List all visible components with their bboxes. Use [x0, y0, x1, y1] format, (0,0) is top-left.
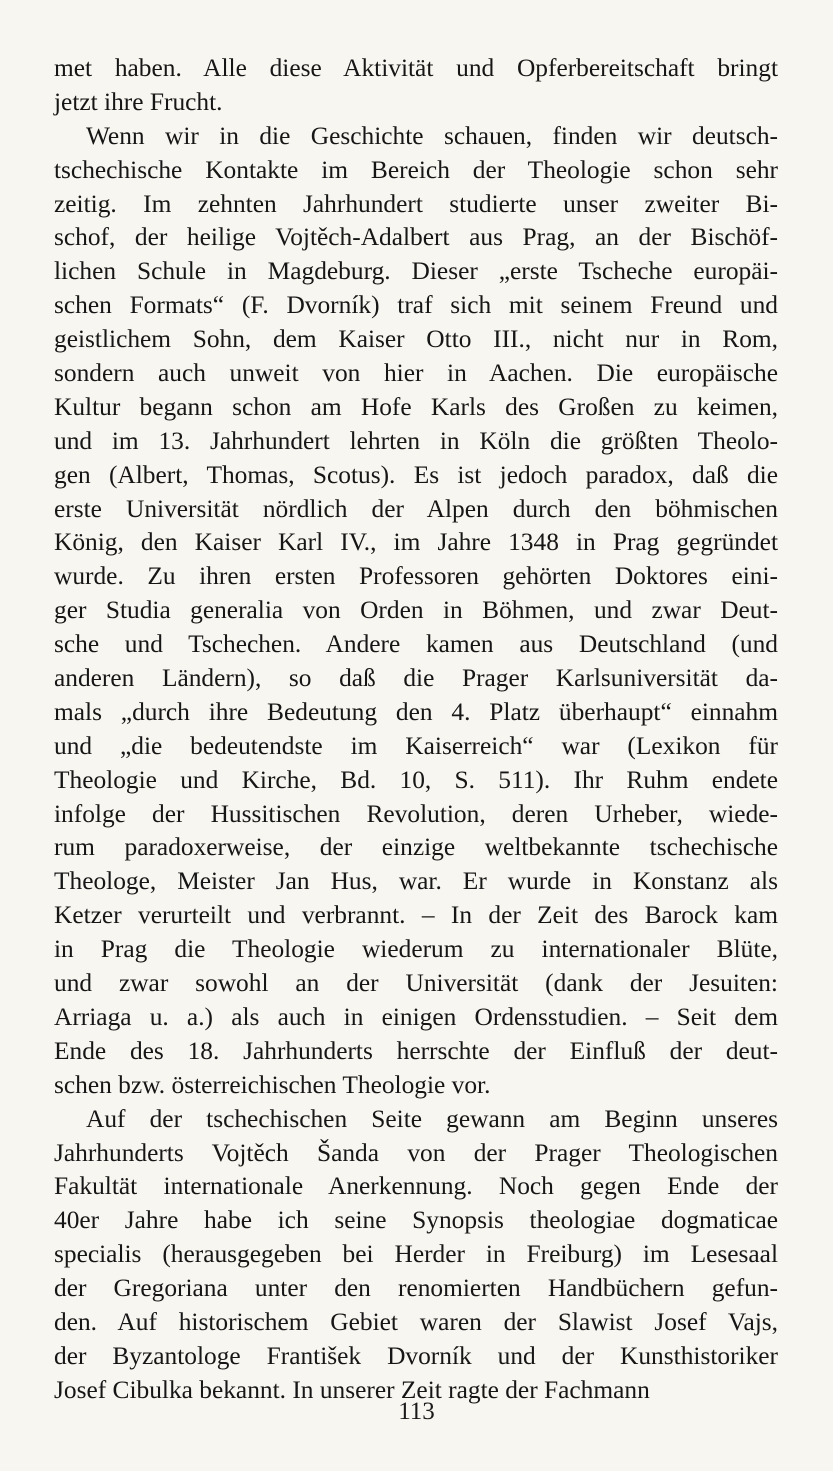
text-line: und im 13. Jahrhundert lehrten in Köln die größten Theolo- — [54, 426, 778, 455]
text-line: Jahrhunderts Vojtěch Šanda von der Prager Theologischen — [54, 1138, 778, 1167]
text-line: infolge der Hussitischen Revolution, deren Urheber, wiede- — [54, 799, 778, 828]
text-line: Auf der tschechischen Seite gewann am Beginn unseres — [86, 1104, 778, 1133]
text-line: rum paradoxerweise, der einzige weltbekannte tschechische — [54, 833, 778, 862]
text-line: schen Formats“ (F. Dvorník) traf sich mit seinem Freund und — [54, 291, 778, 320]
text-line: schof, der heilige Vojtěch-Adalbert aus Prag, an der Bischöf- — [54, 223, 778, 252]
text-line: Kultur begann schon am Hofe Karls des Großen zu keimen, — [54, 392, 778, 421]
text-line: Arriaga u. a.) als auch in einigen Ordensstudien. – Seit dem — [54, 1002, 778, 1031]
text-line: König, den Kaiser Karl IV., im Jahre 1348 in Prag gegründet — [54, 528, 778, 557]
text-line: schen bzw. österreichischen Theologie vor. — [54, 1070, 491, 1099]
text-line: erste Universität nördlich der Alpen durch den böhmischen — [54, 494, 778, 523]
text-line: sondern auch unweit von hier in Aachen. Die europäische — [54, 359, 778, 388]
text-line: 40er Jahre habe ich seine Synopsis theologiae dogmaticae — [54, 1206, 778, 1235]
text-line: zeitig. Im zehnten Jahrhundert studierte unser zweiter Bi- — [54, 189, 778, 218]
text-line: Theologe, Meister Jan Hus, war. Er wurde in Konstanz als — [54, 867, 778, 896]
paragraph — [54, 120, 778, 1103]
text-line: in Prag die Theologie wiederum zu internationaler Blüte, — [54, 935, 778, 964]
text-line: Josef Cibulka bekannt. In unserer Zeit ragte der Fachmann — [54, 1375, 650, 1404]
text-line: tschechische Kontakte im Bereich der Theologie schon sehr — [54, 155, 778, 184]
text-line: den. Auf historischem Gebiet waren der Slawist Josef Vajs, — [54, 1307, 778, 1336]
text-line: anderen Ländern), so daß die Prager Karlsuniversität da- — [54, 664, 778, 693]
text-line: und zwar sowohl an der Universität (dank der Jesuiten: — [54, 969, 778, 998]
page-number: 113 — [398, 1398, 435, 1425]
text-line: ger Studia generalia von Orden in Böhmen, und zwar Deut- — [54, 596, 778, 625]
text-line: specialis (herausgegeben bei Herder in Freiburg) im Lesesaal — [54, 1240, 778, 1269]
paragraph — [54, 52, 778, 120]
text-line: der Gregoriana unter den renomierten Handbüchern gefun- — [54, 1274, 778, 1303]
text-line: met haben. Alle diese Aktivität und Opferbereitschaft bringt — [54, 54, 778, 82]
text-line: der Byzantologe František Dvorník und der Kunsthistoriker — [54, 1341, 778, 1370]
text-line: Wenn wir in die Geschichte schauen, finden wir deutsch- — [86, 121, 778, 150]
text-line: sche und Tschechen. Andere kamen aus Deutschland (und — [54, 630, 778, 659]
text-line: gen (Albert, Thomas, Scotus). Es ist jedoch paradox, daß die — [54, 460, 778, 489]
text-line: und „die bedeutendste im Kaiserreich“ war (Lexikon für — [54, 731, 778, 760]
text-line: wurde. Zu ihren ersten Professoren gehörten Doktores eini- — [54, 562, 778, 591]
text-line: lichen Schule in Magdeburg. Dieser „erste Tscheche europäi- — [54, 257, 778, 286]
text-line: Theologie und Kirche, Bd. 10, S. 511). Ihr Ruhm endete — [54, 765, 778, 794]
text-line: Ende des 18. Jahrhunderts herrschte der Einfluß der deut- — [54, 1036, 778, 1065]
text-line: Ketzer verurteilt und verbrannt. – In der Zeit des Barock kam — [54, 901, 778, 930]
text-line: jetzt ihre Frucht. — [54, 87, 223, 116]
text-line: geistlichem Sohn, dem Kaiser Otto III., nicht nur in Rom, — [54, 325, 778, 354]
body-text — [54, 52, 778, 1408]
text-line: mals „durch ihre Bedeutung den 4. Platz überhaupt“ einnahm — [54, 697, 778, 726]
paragraph — [54, 1103, 778, 1408]
text-line: Fakultät internationale Anerkennung. Noch gegen Ende der — [54, 1172, 778, 1201]
